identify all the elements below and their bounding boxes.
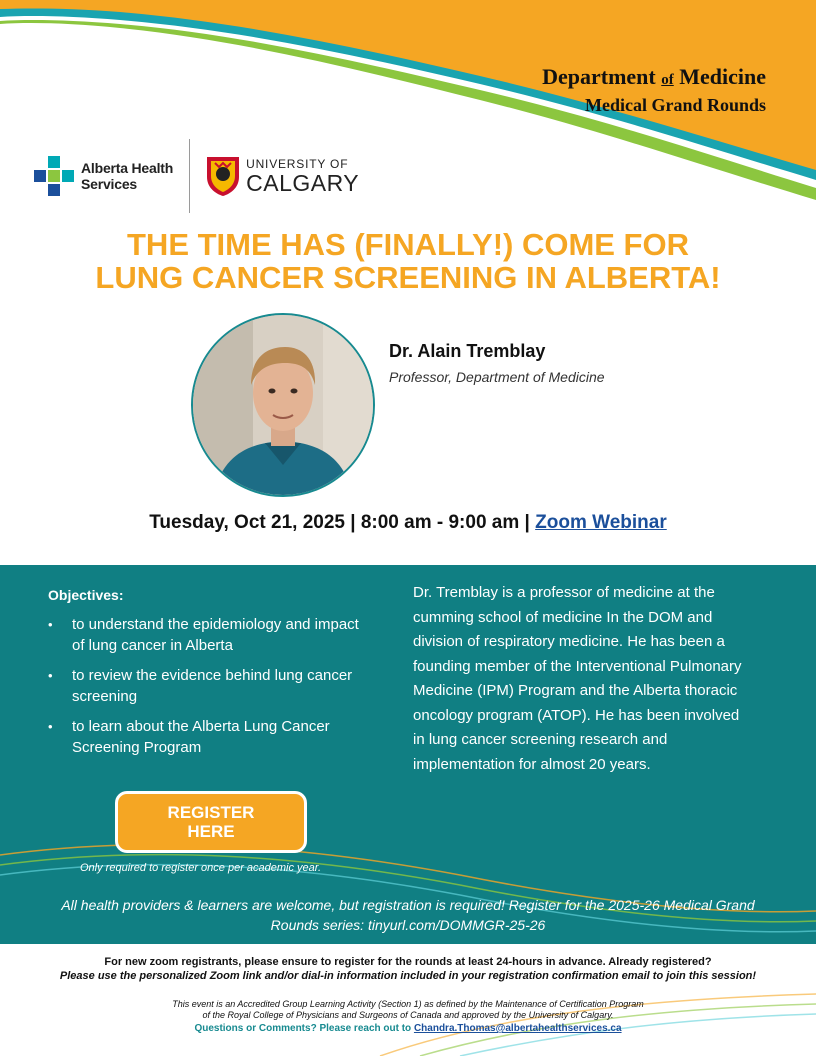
ucalgary-name-line2: CALGARY (246, 170, 360, 196)
partner-logos (34, 138, 359, 214)
accreditation-line2: of the Royal College of Physicians and Surgeons of Canada and approved by the University of Calgary. (202, 1010, 614, 1020)
zoom-registration-note (0, 955, 816, 983)
accreditation-line1: This event is an Accredited Group Learning Activity (Section 1) as defined by the Maintenance of Certification Program (172, 999, 644, 1009)
zoom-webinar-link[interactable]: Zoom Webinar (535, 512, 667, 533)
ahs-name-line1: Alberta Health (81, 160, 174, 176)
ucalgary-name-line1: UNIVERSITY OF (246, 157, 349, 171)
ucalgary-logo (206, 155, 359, 197)
headline-line1: THE TIME HAS (FINALLY!) COME FOR (127, 227, 689, 262)
speaker-portrait-image (193, 315, 373, 495)
speaker-photo (191, 313, 375, 497)
department-subtitle: Medical Grand Rounds (584, 95, 766, 115)
objective-item: • to understand the epidemiology and impact of lung cancer in Alberta (48, 614, 368, 656)
event-datetime (0, 512, 816, 534)
details-panel (0, 565, 816, 944)
ahs-name-line2: Services (81, 176, 138, 192)
register-note: Only required to register once per academic year. (80, 862, 322, 874)
zoom-note-italic: Please use the personalized Zoom link and/or dial-in information included in your registration confirmation email to join this session! (59, 970, 757, 982)
ahs-logo (34, 156, 173, 196)
objectives-list (48, 614, 368, 767)
ahs-cross-icon (34, 156, 74, 196)
department-title: Department of Medicine (542, 64, 766, 89)
register-button[interactable]: REGISTER HERE (115, 791, 307, 853)
event-headline (0, 228, 816, 294)
objective-item: • to review the evidence behind lung cancer screening (48, 665, 368, 707)
zoom-note-bold: For new zoom registrants, please ensure to register for the rounds at least 24-hours in advance. Already registered? (104, 956, 712, 968)
contact-prefix: Questions or Comments? Please reach out to (194, 1023, 414, 1034)
objectives-heading: Objectives: (48, 587, 124, 603)
ucalgary-crest-icon (206, 155, 240, 197)
event-datetime-text: Tuesday, Oct 21, 2025 | 8:00 am - 9:00 am | (149, 512, 536, 533)
headline-line2: LUNG CANCER SCREENING IN ALBERTA! (95, 260, 721, 295)
logo-divider (189, 139, 190, 213)
accreditation-statement (0, 999, 816, 1021)
speaker-info (389, 341, 605, 385)
registration-info: All health providers & learners are welcome, but registration is required! Register for the 2025-26 Medical Grand Rounds series: tinyurl.com/DOMMGR-25-26 (61, 897, 755, 933)
department-header (542, 64, 766, 117)
objective-item: • to learn about the Alberta Lung Cancer Screening Program (48, 716, 368, 758)
speaker-title: Professor, Department of Medicine (389, 369, 605, 385)
contact-email-link[interactable]: Chandra.Thomas@albertahealthservices.ca (413, 1023, 622, 1034)
speaker-name: Dr. Alain Tremblay (389, 341, 546, 361)
speaker-bio: Dr. Tremblay is a professor of medicine at the cumming school of medicine In the DOM and division of respiratory medicine. He has been a founding member of the Interventional Pulmonary Medicine (IPM) Program and the Alberta thoracic oncology program (ATOP). He has been involved in lung cancer screening research and implementation for almost 20 years. (413, 584, 742, 773)
contact-line (0, 1023, 816, 1034)
